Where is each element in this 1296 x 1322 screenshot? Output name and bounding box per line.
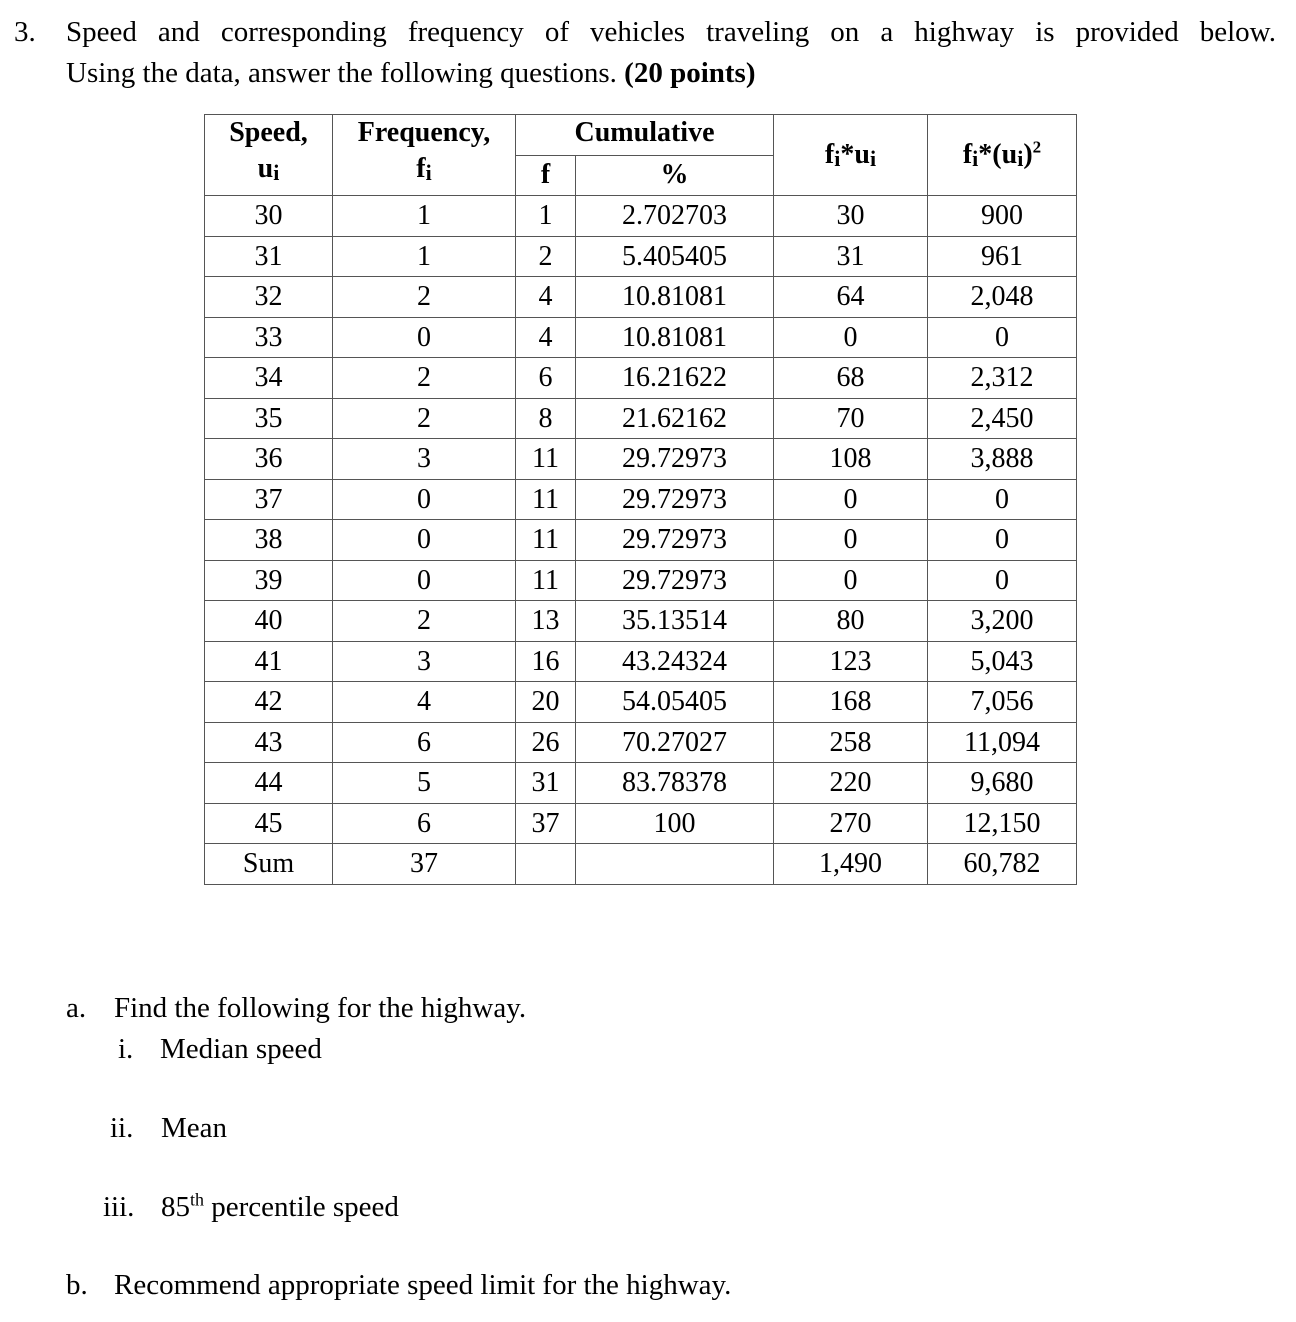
cumulative-f-cell: 8 [516,398,576,439]
speed-cell: 35 [205,398,333,439]
fi-ui-cell: 168 [774,682,928,723]
speed-cell: 44 [205,763,333,804]
frequency-cell: 4 [333,682,516,723]
part-b-label: b. [66,1269,88,1301]
fi-ui-squared-cell: 0 [928,520,1077,561]
fi-ui-cell: 68 [774,358,928,399]
question-text-line2: Using the data, answer the following questions. [66,57,625,89]
table-row [205,358,1077,399]
table-row [205,641,1077,682]
sum-fi-ui-cell: 1,490 [774,844,928,885]
table-row [205,196,1077,237]
speed-cell: 39 [205,560,333,601]
cumulative-percent-cell: 21.62162 [576,398,774,439]
fi-ui-squared-cell: 0 [928,479,1077,520]
fi-ui-squared-cell: 11,094 [928,722,1077,763]
fi-ui-squared-cell: 7,056 [928,682,1077,723]
frequency-cell: 2 [333,601,516,642]
cumulative-f-cell: 6 [516,358,576,399]
frequency-cell: 5 [333,763,516,804]
part-a-text: Find the following for the highway. [114,992,527,1024]
table-row [205,601,1077,642]
speed-cell: 37 [205,479,333,520]
frequency-cell: 0 [333,317,516,358]
sum-frequency-cell: 37 [333,844,516,885]
part-a-iii-text: percentile speed [204,1191,399,1223]
cumulative-percent-cell: 54.05405 [576,682,774,723]
cumulative-percent-cell: 100 [576,803,774,844]
sum-cumulative-f-cell [516,844,576,885]
cumulative-percent-cell: 35.13514 [576,601,774,642]
frequency-cell: 0 [333,479,516,520]
fi-ui-squared-cell: 2,048 [928,277,1077,318]
table-row [205,560,1077,601]
frequency-cell: 6 [333,803,516,844]
cumulative-percent-cell: 10.81081 [576,277,774,318]
part-a [66,988,526,1029]
fi-ui-cell: 31 [774,236,928,277]
speed-cell: 38 [205,520,333,561]
question-line-2 [14,53,1276,94]
cumulative-f-cell: 4 [516,277,576,318]
part-a-iii [103,1187,399,1228]
cumulative-f-cell: 11 [516,520,576,561]
table-row [205,803,1077,844]
fi-ui-squared-cell: 0 [928,560,1077,601]
fi-ui-cell: 0 [774,520,928,561]
part-a-label: a. [66,992,87,1024]
fi-ui-cell: 0 [774,317,928,358]
cumulative-f-cell: 16 [516,641,576,682]
speed-cell: 32 [205,277,333,318]
frequency-cell: 1 [333,196,516,237]
fi-ui-cell: 70 [774,398,928,439]
frequency-cell: 2 [333,277,516,318]
part-a-i [118,1029,322,1070]
cumulative-f-cell: 11 [516,479,576,520]
cumulative-percent-cell: 5.405405 [576,236,774,277]
part-a-ii-label: ii. [110,1112,134,1144]
fi-ui-cell: 108 [774,439,928,480]
table-row [205,398,1077,439]
fi-ui-cell: 0 [774,560,928,601]
part-a-iii-label: iii. [103,1191,135,1223]
speed-cell: 42 [205,682,333,723]
question-line-1 [14,12,1276,53]
fi-ui-squared-cell: 12,150 [928,803,1077,844]
speed-cell: 36 [205,439,333,480]
fi-ui-cell: 30 [774,196,928,237]
speed-cell: 31 [205,236,333,277]
table-row [205,520,1077,561]
speed-cell: 34 [205,358,333,399]
part-a-i-label: i. [118,1033,134,1065]
frequency-cell: 0 [333,560,516,601]
cumulative-f-cell: 1 [516,196,576,237]
cumulative-f-cell: 26 [516,722,576,763]
fi-ui-squared-cell: 2,450 [928,398,1077,439]
question-text-line1: Speed and corresponding frequency of vehicles traveling on a highway is provided below. [66,16,1276,48]
part-a-ii [110,1108,227,1149]
table-row [205,317,1077,358]
table-row [205,763,1077,804]
fi-ui-cell: 270 [774,803,928,844]
cumulative-percent-cell: 70.27027 [576,722,774,763]
table-sum-row [205,844,1077,885]
table-header-row [205,115,1077,156]
question-block [14,12,1276,94]
header-cumulative: Cumulative [516,115,774,156]
cumulative-f-cell: 11 [516,560,576,601]
fi-ui-squared-cell: 0 [928,317,1077,358]
cumulative-percent-cell: 10.81081 [576,317,774,358]
speed-cell: 41 [205,641,333,682]
part-a-ii-text: Mean [161,1112,228,1144]
cumulative-percent-cell: 43.24324 [576,641,774,682]
speed-cell: 30 [205,196,333,237]
header-frequency: Frequency, fi [333,115,516,196]
fi-ui-squared-cell: 5,043 [928,641,1077,682]
sum-fi-ui-squared-cell: 60,782 [928,844,1077,885]
cumulative-f-cell: 37 [516,803,576,844]
cumulative-f-cell: 31 [516,763,576,804]
cumulative-percent-cell: 2.702703 [576,196,774,237]
cumulative-f-cell: 11 [516,439,576,480]
table-row [205,682,1077,723]
speed-cell: 40 [205,601,333,642]
fi-ui-cell: 64 [774,277,928,318]
cumulative-f-cell: 2 [516,236,576,277]
frequency-cell: 0 [333,520,516,561]
cumulative-f-cell: 13 [516,601,576,642]
speed-cell: 33 [205,317,333,358]
cumulative-percent-cell: 16.21622 [576,358,774,399]
header-speed: Speed, ui [205,115,333,196]
cumulative-percent-cell: 29.72973 [576,560,774,601]
table-row [205,439,1077,480]
cumulative-percent-cell: 29.72973 [576,479,774,520]
speed-cell: 43 [205,722,333,763]
cumulative-f-cell: 4 [516,317,576,358]
speed-cell: 45 [205,803,333,844]
header-cumulative-f: f [516,155,576,196]
sum-label-cell: Sum [205,844,333,885]
header-fi-ui: fi*ui [774,115,928,196]
cumulative-percent-cell: 29.72973 [576,439,774,480]
speed-frequency-table [204,114,1077,885]
cumulative-percent-cell: 29.72973 [576,520,774,561]
table-row [205,479,1077,520]
part-a-iii-superscript: th [190,1189,205,1210]
fi-ui-cell: 80 [774,601,928,642]
fi-ui-cell: 123 [774,641,928,682]
part-b [66,1265,731,1306]
fi-ui-squared-cell: 3,888 [928,439,1077,480]
question-points: (20 points) [624,57,756,89]
frequency-cell: 1 [333,236,516,277]
header-fi-ui-squared: fi*(ui)$^2$ [928,115,1077,196]
fi-ui-cell: 0 [774,479,928,520]
table-row [205,722,1077,763]
fi-ui-squared-cell: 3,200 [928,601,1077,642]
fi-ui-squared-cell: 9,680 [928,763,1077,804]
fi-ui-squared-cell: 2,312 [928,358,1077,399]
fi-ui-squared-cell: 900 [928,196,1077,237]
header-cumulative-percent: % [576,155,774,196]
part-a-iii-number: 85 [161,1191,190,1223]
frequency-cell: 2 [333,398,516,439]
question-number: 3. [14,16,36,48]
part-b-text: Recommend appropriate speed limit for the highway. [114,1269,732,1301]
table-row [205,236,1077,277]
fi-ui-cell: 258 [774,722,928,763]
part-a-i-text: Median speed [160,1033,322,1065]
fi-ui-cell: 220 [774,763,928,804]
cumulative-f-cell: 20 [516,682,576,723]
fi-ui-squared-cell: 961 [928,236,1077,277]
table-body [205,196,1077,885]
sum-cumulative-percent-cell [576,844,774,885]
table-row [205,277,1077,318]
cumulative-percent-cell: 83.78378 [576,763,774,804]
frequency-cell: 6 [333,722,516,763]
frequency-cell: 3 [333,439,516,480]
frequency-cell: 2 [333,358,516,399]
frequency-cell: 3 [333,641,516,682]
